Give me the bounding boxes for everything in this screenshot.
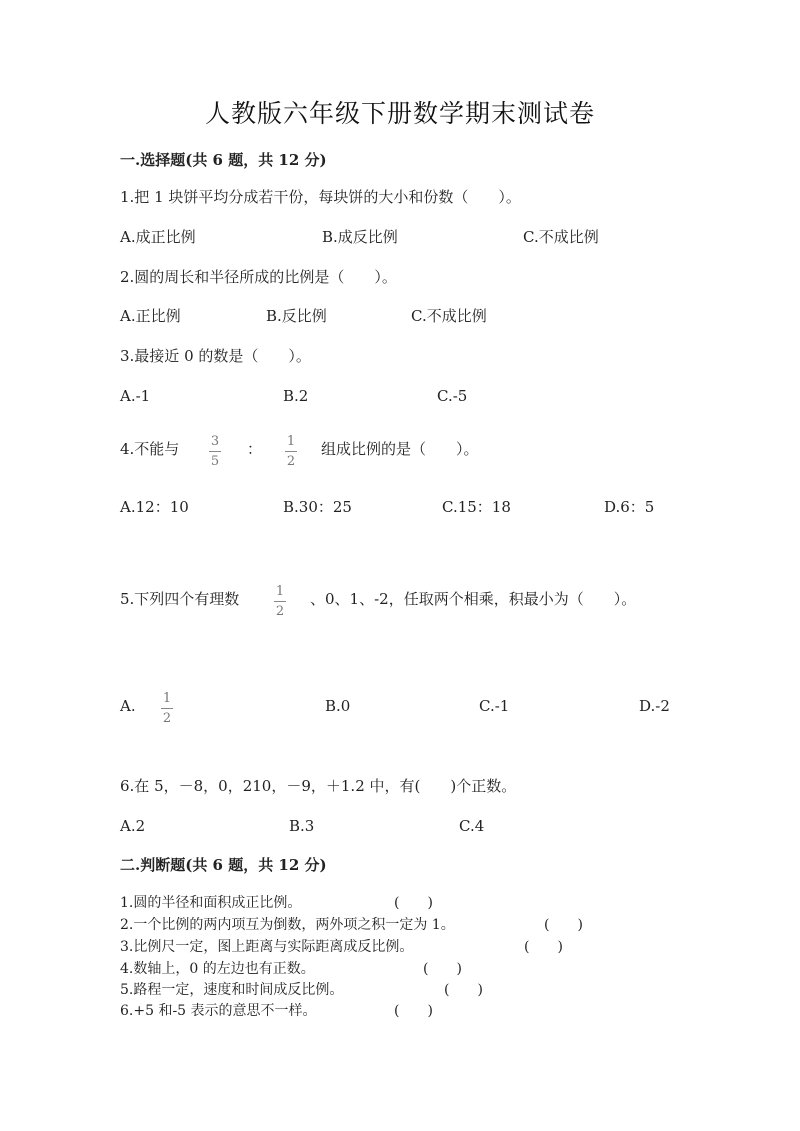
fraction-bar [285, 451, 297, 452]
fraction-bar [274, 601, 286, 602]
question-4-option-b[interactable]: B.30：25 [283, 498, 352, 516]
judge-item-5-text: 5.路程一定，速度和时间成反比例。 [120, 982, 344, 998]
question-4-option-a[interactable]: A.12：10 [120, 498, 189, 516]
exam-title: 人教版六年级下册数学期末测试卷 [204, 99, 595, 128]
question-3-option-c[interactable]: C.-5 [437, 387, 468, 405]
question-6-option-c[interactable]: C.4 [459, 817, 485, 835]
question-4-ratio-colon: ： [247, 440, 263, 458]
fraction-denominator: 2 [162, 711, 172, 726]
question-3-option-b[interactable]: B.2 [283, 387, 309, 405]
question-5-option-c[interactable]: C.-1 [479, 697, 510, 715]
judge-item-6-text: 6.+5 和-5 表示的意思不一样。 [120, 1003, 317, 1019]
question-4-stem-suffix: 组成比例的是（ ）。 [321, 440, 479, 458]
question-2-option-b[interactable]: B.反比例 [266, 307, 327, 325]
question-5-option-d[interactable]: D.-2 [639, 697, 670, 715]
question-4-fraction-b [283, 435, 299, 468]
judge-item-5-blank[interactable]: ( ) [444, 982, 483, 998]
fraction-denominator: 2 [286, 454, 296, 469]
question-4-stem-prefix: 4.不能与 [120, 440, 180, 458]
judge-item-2-text: 2.一个比例的两内项互为倒数，两外项之积一定为 1。 [120, 917, 455, 933]
fraction-bar [209, 451, 221, 452]
fraction-denominator: 2 [275, 604, 285, 619]
question-6-stem: 6.在 5，－8，0，210，－9，＋1.2 中，有( )个正数。 [120, 777, 517, 795]
fraction-numerator: 1 [275, 584, 285, 599]
judge-item-4-text: 4.数轴上，0 的左边也有正数。 [120, 961, 315, 977]
question-4-fraction-a [207, 435, 223, 468]
question-2-option-a[interactable]: A.正比例 [120, 307, 181, 325]
fraction-bar [161, 708, 173, 709]
question-5-option-a-fraction[interactable] [159, 692, 175, 725]
question-1-option-b[interactable]: B.成反比例 [322, 228, 398, 246]
fraction-numerator: 3 [210, 434, 220, 449]
question-2-stem: 2.圆的周长和半径所成的比例是（ ）。 [120, 268, 397, 286]
question-5-stem-suffix: 、0、1、-2，任取两个相乘，积最小为（ ）。 [310, 590, 637, 608]
judge-item-3-text: 3.比例尺一定，图上距离与实际距离成反比例。 [120, 939, 414, 955]
question-3-stem: 3.最接近 0 的数是（ ）。 [120, 347, 311, 365]
question-3-option-a[interactable]: A.-1 [120, 387, 151, 405]
question-6-option-a[interactable]: A.2 [120, 817, 146, 835]
fraction-numerator: 1 [286, 434, 296, 449]
question-4-option-d[interactable]: D.6：5 [604, 498, 655, 516]
judge-item-2-blank[interactable]: ( ) [544, 917, 583, 933]
judge-item-6-blank[interactable]: ( ) [394, 1003, 433, 1019]
fraction-denominator: 5 [210, 454, 220, 469]
judge-item-1-blank[interactable]: ( ) [394, 895, 433, 911]
section-heading-true-false: 二.判断题(共 6 题，共 12 分) [120, 856, 327, 874]
question-6-option-b[interactable]: B.3 [289, 817, 315, 835]
question-5-option-a-label[interactable]: A. [120, 697, 136, 715]
judge-item-4-blank[interactable]: ( ) [423, 961, 462, 977]
question-5-fraction [272, 585, 288, 618]
question-4-option-c[interactable]: C.15：18 [442, 498, 511, 516]
judge-item-3-blank[interactable]: ( ) [524, 939, 563, 955]
question-1-option-a[interactable]: A.成正比例 [120, 228, 196, 246]
question-5-option-b[interactable]: B.0 [325, 697, 351, 715]
section-heading-multiple-choice: 一.选择题(共 6 题，共 12 分) [120, 151, 327, 169]
question-5-stem-prefix: 5.下列四个有理数 [120, 590, 240, 608]
question-2-option-c[interactable]: C.不成比例 [411, 307, 487, 325]
fraction-numerator: 1 [162, 691, 172, 706]
judge-item-1-text: 1.圆的半径和面积成正比例。 [120, 895, 302, 911]
question-1-stem: 1.把 1 块饼平均分成若干份，每块饼的大小和份数（ ）。 [120, 188, 521, 206]
question-1-option-c[interactable]: C.不成比例 [523, 228, 599, 246]
